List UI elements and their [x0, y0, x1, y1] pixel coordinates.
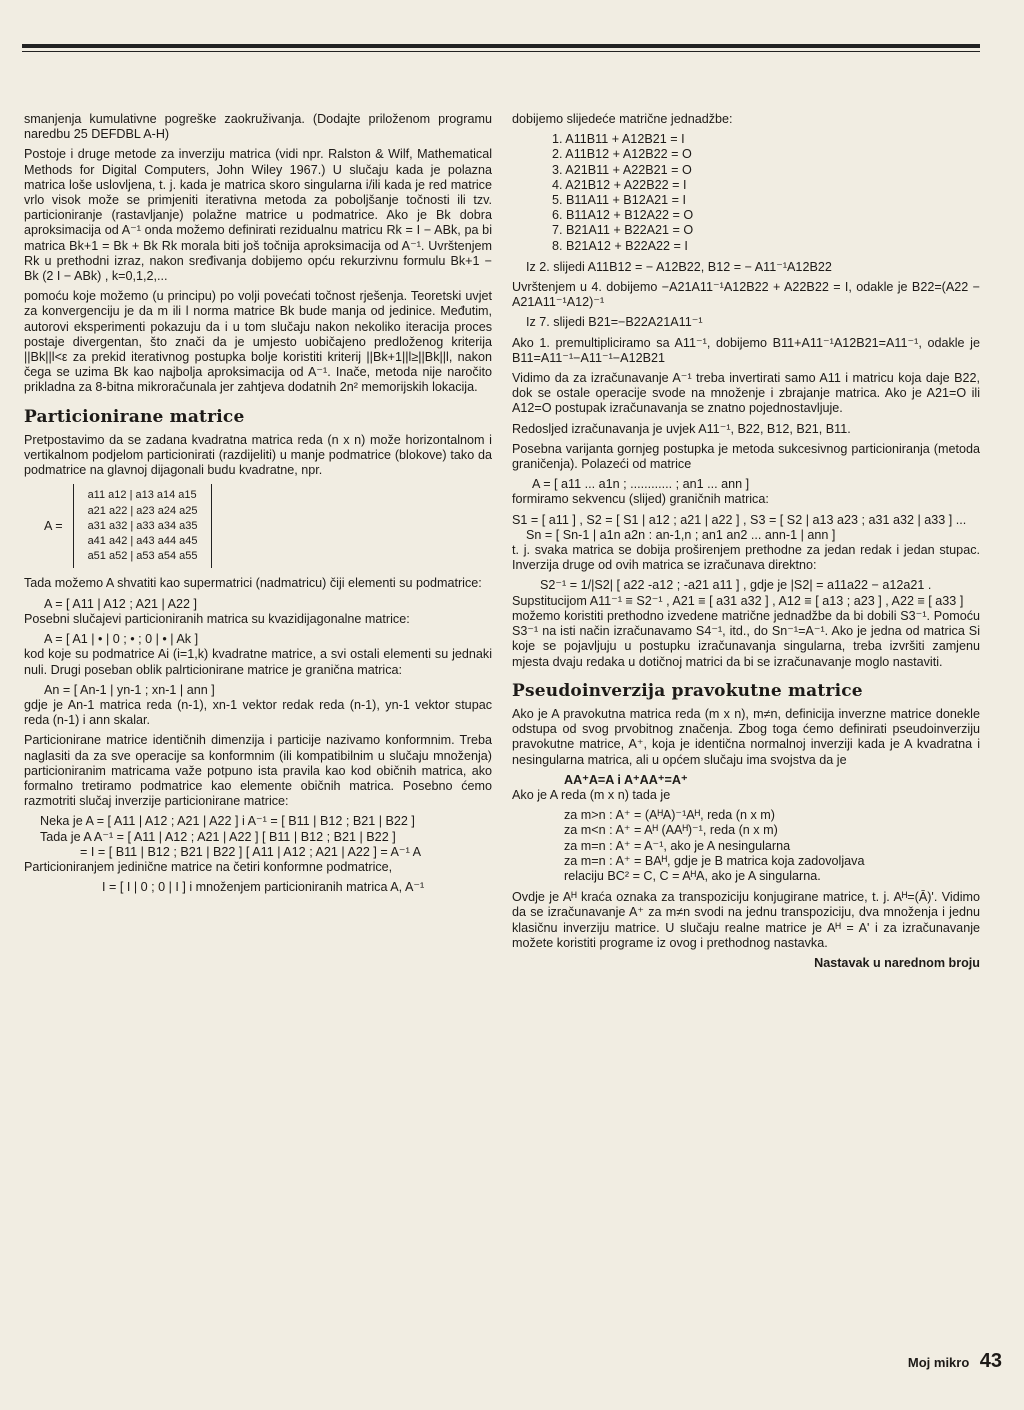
paragraph: Posebni slučajevi particioniranih matrica su kvazidijagonalne matrice:	[24, 611, 410, 626]
list-item: 1. A11B11 + A12B21 = I	[552, 132, 685, 147]
equation: I = [ I | 0 ; 0 | I ] i množenjem particioniranih matrica A, A⁻¹	[102, 880, 425, 895]
list-item: 8. B21A12 + B22A22 = I	[552, 238, 688, 253]
equation: AA⁺A=A i A⁺AA⁺=A⁺	[564, 772, 688, 787]
paragraph: Pretpostavimo da se zadana kvadratna matrica reda (n x n) može horizontalnom i vertikalnom podjelom particionirati (razdijeliti) u manje podmatrice (blokove) tako da podmatrice na glavnoj dijagonali budu kvadratne, npr.	[24, 432, 492, 478]
matrix-row: a21 a22 | a23 a24 a25	[87, 504, 198, 517]
list-item: 3. A21B11 + A22B21 = O	[552, 162, 692, 177]
list-item: za m=n : A⁺ = A⁻¹, ako je A nesingularna	[564, 838, 791, 853]
list-item: za m=n : A⁺ = BAᴴ, gdje je B matrica koja zadovoljava	[564, 853, 865, 868]
list-item: 7. B21A11 + B22A21 = O	[552, 223, 694, 238]
section-heading: Pseudoinverzija pravokutne matrice	[512, 680, 863, 701]
paragraph: Tada možemo A shvatiti kao supermatrici (nadmatricu) čiji elementi su podmatrice:	[24, 576, 482, 591]
matrix-row: a31 a32 | a33 a34 a35	[87, 519, 198, 532]
matrix-row: a51 a52 | a53 a54 a55	[87, 550, 198, 563]
equation: Supstitucijom A11⁻¹ ≡ S2⁻¹ , A21 ≡ [ a31 a32 ] , A12 ≡ [ a13 ; a23 ] , A22 ≡ [ a33 ]	[512, 593, 964, 608]
equation: S1 = [ a11 ] , S2 = [ S1 | a12 ; a21 | a22 ] , S3 = [ S2 | a13 a23 ; a31 a32 | a33 ] ...	[512, 512, 967, 527]
paragraph: Redosljed izračunavanja je uvjek A11⁻¹, B22, B12, B21, B11.	[512, 421, 851, 436]
equation: Tada je A A⁻¹ = [ A11 | A12 ; A21 | A22 ] [ B11 | B12 ; B21 | B22 ]	[40, 829, 396, 844]
paragraph: gdje je An-1 matrica reda (n-1), xn-1 vektor redak reda (n-1), yn-1 vektor stupac reda (n-1) i ann skalar.	[24, 697, 492, 728]
paragraph: Particionirane matrice identičnih dimenzija i particije nazivamo konformnim. Treba naglasiti da za sve operacije sa konformnim (ili kompatibilnim u slučaju množenja) particioniranim matricama važe potpuno ista pravila kao kod običnih matrica, ako formalno tretiramo podmatrice kao elemente običnih matrica. Posebno ćemo razmotriti slučaj inverzije particionirane matrice:	[24, 733, 492, 809]
paragraph: formiramo sekvencu (slijed) graničnih matrica:	[512, 492, 769, 507]
right-column	[512, 112, 980, 971]
paragraph: Vidimo da za izračunavanje A⁻¹ treba invertirati samo A11 i matricu koja daje B22, dok se ostale operacije svode na množenje i zbrajanje matrica. Ako je A21=O ili A12=O postupak izračunavanja se znatno pojednostavljuje.	[512, 371, 980, 416]
continuation-note: Nastavak u narednom broju	[814, 955, 980, 970]
equation: S2⁻¹ = 1/|S2| [ a22 -a12 ; -a21 a11 ] , gdje je |S2| = a11a22 − a12a21 .	[540, 578, 932, 593]
equation: A = [ A1 | • | 0 ; • ; 0 | • | Ak ]	[44, 632, 199, 647]
paragraph: Ako je A reda (m x n) tada je	[512, 787, 671, 802]
paragraph: t. j. svaka matrica se dobija proširenjem prethodne za jedan redak i jedan stupac. Inverzija druge od ovih matrica se izračunava direktno:	[512, 543, 980, 573]
list-item: 2. A11B12 + A12B22 = O	[552, 147, 692, 162]
paragraph: Iz 7. slijedi B21=−B22A21A11⁻¹	[526, 315, 703, 330]
list-item: 4. A21B12 + A22B22 = I	[552, 177, 687, 192]
matrix	[73, 484, 213, 568]
list-item: 5. B11A11 + B12A21 = I	[552, 193, 686, 208]
list-item: relaciju BC² = C, C = AᴴA, ako je A singularna.	[564, 868, 821, 883]
page-number: 43	[979, 1350, 1002, 1372]
equation: A = [ a11 ... a1n ; ............ ; an1 ... ann ]	[532, 477, 750, 492]
equation: = I = [ B11 | B12 ; B21 | B22 ] [ A11 | A12 ; A21 | A22 ] = A⁻¹ A	[80, 844, 421, 859]
paragraph: Particioniranjem jedinične matrice na četiri konformne podmatrice,	[24, 859, 393, 874]
left-column	[24, 112, 492, 895]
paragraph: kod koje su podmatrice Ai (i=1,k) kvadratne matrice, a svi ostali elementi su jednaki nuli. Drugi poseban oblik palrticionirane matrice je granična matrica:	[24, 647, 492, 677]
equation: Sn = [ Sn-1 | a1n a2n : an-1,n ; an1 an2 ... ann-1 | ann ]	[526, 527, 836, 542]
paragraph: Ako je A pravokutna matrica reda (m x n), m≠n, definicija inverzne matrice donekle odstupa od svog prvobitnog značenja. Zbog toga ćemo definirati pseudoinverziju pravokutne matrice, A⁺, koja je identična normalnoj inverziji kada je A kvadratna i nesingularna matrica, ali u općem slučaju ima svojstva da je	[512, 706, 980, 767]
case-list	[564, 808, 980, 884]
equation-label: A =	[44, 518, 63, 533]
paragraph: Posebna varijanta gornjeg postupka je metoda sukcesivnog particioniranja (metoda graničenja). Polazeći od matrice	[512, 441, 980, 472]
matrix-row: a11 a12 | a13 a14 a15	[87, 489, 197, 502]
paragraph: možemo koristiti prethodno izvedene matrične jednadžbe da bi dobili S3⁻¹. Pomoću S3⁻¹ na isti način izračunavamo S4⁻¹, itd., do Sn⁻¹=A⁻¹. Ako je jedna od matrica Si koje se pojavljuju u postupku izračunavanja singularna, treba izvršiti zamjenu mjesta dvaju redaka u dotičnoj matrici da bi se izračunavanje moglo nastaviti.	[512, 608, 980, 669]
paragraph: Postoje i druge metode za inverziju matrica (vidi npr. Ralston & Wilf, Mathematical Methods for Digital Computers, John Wiley 1967.) U slučaju kada je polazna matrica loše uslovljena, t. j. kada je matrica skoro singularna i/ili kada je red matrice vrlo visok može se primjeniti iterativna metoda za poboljšanje točnosti ili tzv. particioniranje (rastavljanje) polažne matrice u podmatrice. Ako je Bk dobra aproksimacija od A⁻¹ onda možemo definirati rezidualnu matricu Rk = I − ABk, pa bi matrica Bk+1 = Bk + Bk Rk morala biti još točnija aproksimacija od A⁻¹. Uvrštenjem Rk u prethodni izraz, nakon sređivanja dobijemo opću rekurzivnu formulu Bk+1 − Bk (2 I − ABk) , k=0,1,2,...	[24, 147, 492, 284]
paragraph: Uvrštenjem u 4. dobijemo −A21A11⁻¹A12B22 + A22B22 = I, odakle je B22=(A22 − A21A11⁻¹A12)⁻¹	[512, 280, 980, 310]
list-item: za m>n : A⁺ = (AᴴA)⁻¹Aᴴ, reda (n x m)	[564, 808, 775, 823]
equation: An = [ An-1 | yn-1 ; xn-1 | ann ]	[44, 682, 215, 697]
section-heading: Particionirane matrice	[24, 406, 245, 427]
paragraph: Ovdje je Aᴴ kraća oznaka za transpoziciju konjugirane matrice, t. j. Aᴴ=(Ā)'. Vidimo da se izračunavanje A⁺ za m≠n svodi na jednu transpoziciju, dva množenja i jednu klasičnu inverziju matrice. U slučaju realne matrice je Aᴴ = A' i za izračunavanje možete koristiti programe iz ovog i prethodnog nastavka.	[512, 890, 980, 950]
paragraph: Iz 2. slijedi A11B12 = − A12B22, B12 = − A11⁻¹A12B22	[526, 259, 832, 274]
equation: Neka je A = [ A11 | A12 ; A21 | A22 ] i A⁻¹ = [ B11 | B12 ; B21 | B22 ]	[40, 814, 415, 829]
paragraph: pomoću koje možemo (u principu) po volji povećati točnost rješenja. Teoretski uvjet za konvergenciju je da m ili l norma matrice Bk bude manja od jedinice. Međutim, autorovi eksperimenti pokazuju da i u tom slučaju nakon nekoliko iteracija proces postaje divergentan, što znači da je umjesto uobičajeno predloženog kriterija ||Bk||l<ε za prekid iterativnog postupka bolje koristiti kriterij ||Bk+1||l≥||Bk||l, nakon čega se uzima Bk kao najbolja aproksimacija od A⁻¹. Inače, metoda nije naročito prikladna za 8-bitna mikroračunala jer zahtjeva dodatnih 2n² memorijskih lokacija.	[24, 289, 492, 395]
top-rule-thin	[22, 51, 980, 52]
paragraph: dobijemo slijedeće matrične jednadžbe:	[512, 112, 733, 126]
matrix-row: a41 a42 | a43 a44 a45	[87, 535, 198, 548]
list-item: za m<n : A⁺ = Aᴴ (AAᴴ)⁻¹, reda (n x m)	[564, 823, 778, 838]
page-footer	[908, 1350, 1002, 1373]
list-item: 6. B11A12 + B12A22 = O	[552, 208, 694, 223]
equation-list	[552, 132, 980, 254]
paragraph: Ako 1. premultipliciramo sa A11⁻¹, dobijemo B11+A11⁻¹A12B21=A11⁻¹, odakle je B11=A11⁻¹−A11⁻¹−A12B21	[512, 335, 980, 365]
matrix-equation	[44, 484, 492, 568]
magazine-name: Moj mikro	[907, 1355, 970, 1370]
top-rule	[22, 44, 980, 48]
paragraph: smanjenja kumulativne pogreške zaokruživanja. (Dodajte priloženom programu naredbu 25 DEFDBL A-H)	[24, 112, 492, 142]
equation: A = [ A11 | A12 ; A21 | A22 ]	[44, 596, 198, 611]
